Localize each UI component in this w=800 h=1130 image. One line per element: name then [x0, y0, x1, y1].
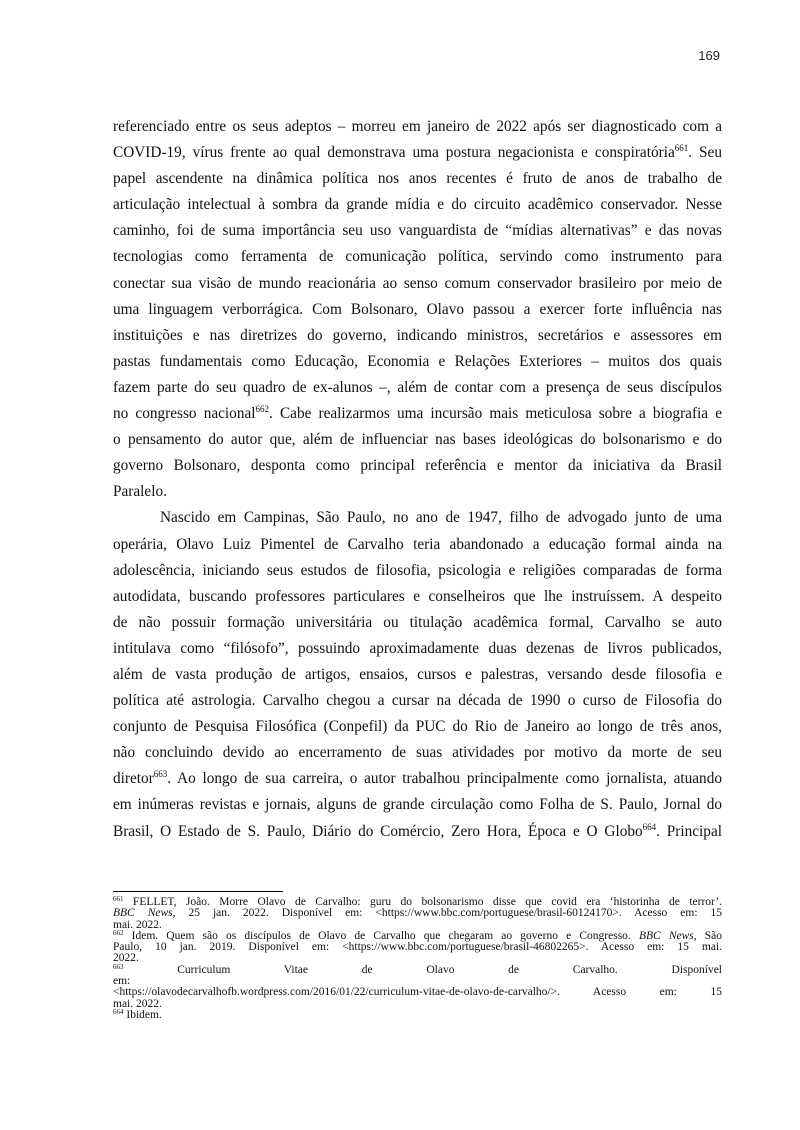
footnote-marker: 663	[113, 962, 124, 971]
text-line: adolescência, iniciando seus estudos de filosofia, psicologia e religiões comparadas de forma	[113, 561, 722, 579]
text-line: caminho, foi de suma importância seu uso vanguardista de “mídias alternativas” e das novas	[113, 222, 722, 240]
text-line: operária, Olavo Luiz Pimentel de Carvalho teria abandonado a educação formal ainda na	[113, 535, 722, 553]
text-line: no congresso nacional$^{662}$. Cabe realizarmos uma incursão mais meticulosa sobre a biografia e	[113, 404, 722, 423]
text-line: Nascido em Campinas, São Paulo, no ano de 1947, filho de advogado junto de uma	[160, 509, 722, 527]
text-line: referenciado entre os seus adeptos – morreu em janeiro de 2022 após ser diagnosticado com a	[113, 118, 722, 135]
text-line: COVID-19, vírus frente ao qual demonstrava uma postura negacionista e conspiratória$^{661}$. Seu	[113, 143, 722, 162]
footnote-marker: 664	[113, 1007, 124, 1016]
text-line: fazem parte do seu quadro de ex-alunos –, além de contar com a presença de seus discípulos	[113, 378, 722, 396]
text-line: conectar sua visão de mundo reacionária ao senso comum conservador brasileiro por meio de	[113, 274, 722, 292]
text-line: intitulava como “filósofo”, possuindo aproximadamente duas dezenas de livros publicados,	[113, 639, 722, 657]
footnote-line: Paulo, 10 jan. 2019. Disponível em: <https://www.bbc.com/portuguese/brasil-46802265>. Acesso em: 15 mai.	[113, 941, 722, 954]
text-line: papel ascendente na dinâmica política nos anos recentes é fruto de anos de trabalho de	[113, 170, 722, 188]
footnote-ref-662[interactable]: 662	[255, 404, 270, 415]
footnote-line: BBC News, 25 jan. 2022. Disponível em: <https://www.bbc.com/portuguese/brasil-60124170>. Acesso em: 15	[113, 907, 723, 920]
paragraph-1	[113, 114, 722, 505]
footnote-661	[113, 897, 722, 931]
text-line: tecnologias como ferramenta de comunicação política, servindo como instrumento para	[113, 248, 722, 266]
footnote-662	[113, 928, 723, 965]
text-line: em inúmeras revistas e jornais, alguns de grande circulação como Folha de S. Paulo, Jornal do	[113, 796, 722, 814]
body-text	[113, 114, 722, 845]
footnote-663	[113, 962, 723, 1010]
footnote-separator	[113, 891, 283, 892]
footnote-line: mai. 2022.	[113, 997, 162, 1010]
page-number: 169	[698, 48, 720, 63]
footnote-marker: 662	[113, 928, 124, 937]
footnote-line: $^{664}$ Ibidem.	[113, 1007, 162, 1021]
text-line: não concluindo devido ao encerramento de suas atividades por motivo da morte de seu	[113, 744, 722, 762]
footnote-line: <https://olavodecarvalhofb.wordpress.com/2016/01/22/curriculum-vitae-de-olavo-de-carvalho/>. Acesso em: 15	[113, 986, 722, 999]
footnote-line: $^{661}$ FELLET, João. Morre Olavo de Carvalho: guru do bolsonarismo disse que covid era ‘historinha de terror’.	[113, 895, 722, 908]
footnote-ref-663[interactable]: 663	[153, 769, 168, 780]
footnote-ref-664[interactable]: 664	[642, 821, 657, 832]
footnotes	[113, 897, 722, 1021]
text-line: Brasil, O Estado de S. Paulo, Diário do Comércio, Zero Hora, Época e O Globo$^{664}$. Principal	[113, 821, 722, 840]
text-line: governo Bolsonaro, desponta como principal referência e mentor da iniciativa da Brasil	[113, 457, 722, 475]
text-line: de não possuir formação universitária ou titulação acadêmica formal, Carvalho se auto	[113, 613, 722, 631]
text-line: o pensamento do autor que, além de influenciar nas bases ideológicas do bolsonarismo e do	[113, 431, 722, 449]
text-line: articulação intelectual à sombra da grande mídia e do circuito acadêmico conservador. Nesse	[113, 196, 722, 214]
footnote-marker: 661	[113, 895, 124, 903]
text-line: uma linguagem verborrágica. Com Bolsonaro, Olavo passou a exercer forte influência nas	[113, 300, 722, 318]
text-line: instituições e nas diretrizes do governo, indicando ministros, secretários e assessores em	[113, 326, 722, 344]
text-line: autodidata, buscando professores particulares e conselheiros que lhe instruíssem. A despeito	[113, 587, 722, 605]
footnote-664	[113, 1007, 722, 1021]
footnote-line: 2022.	[113, 952, 139, 965]
text-line: Paralelo.	[113, 483, 167, 501]
footnote-line: $^{663}$ Curriculum Vitae de Olavo de Carvalho. Disponível em:	[113, 962, 723, 988]
text-line: política até astrologia. Carvalho chegou a cursar na década de 1990 o curso de Filosofia do	[113, 692, 722, 710]
text-line: pastas fundamentais como Educação, Economia e Relações Exteriores – muitos dos quais	[113, 352, 722, 370]
text-line: além de vasta produção de artigos, ensaios, cursos e palestras, versando desde filosofia e	[113, 665, 722, 683]
footnote-line: mai. 2022.	[113, 918, 162, 931]
footnote-ref-661[interactable]: 661	[674, 143, 689, 154]
paragraph-2	[113, 505, 722, 844]
text-line: diretor$^{663}$. Ao longo de sua carreira, o autor trabalhou principalmente como jornalista, atuando	[113, 769, 722, 788]
text-line: conjunto de Pesquisa Filosófica (Conpefil) da PUC do Rio de Janeiro ao longo de três anos,	[113, 718, 722, 736]
footnote-line: $^{662}$ Idem. Quem são os discípulos de Olavo de Carvalho que chegaram ao governo e Congresso. BBC News, São	[113, 928, 723, 942]
